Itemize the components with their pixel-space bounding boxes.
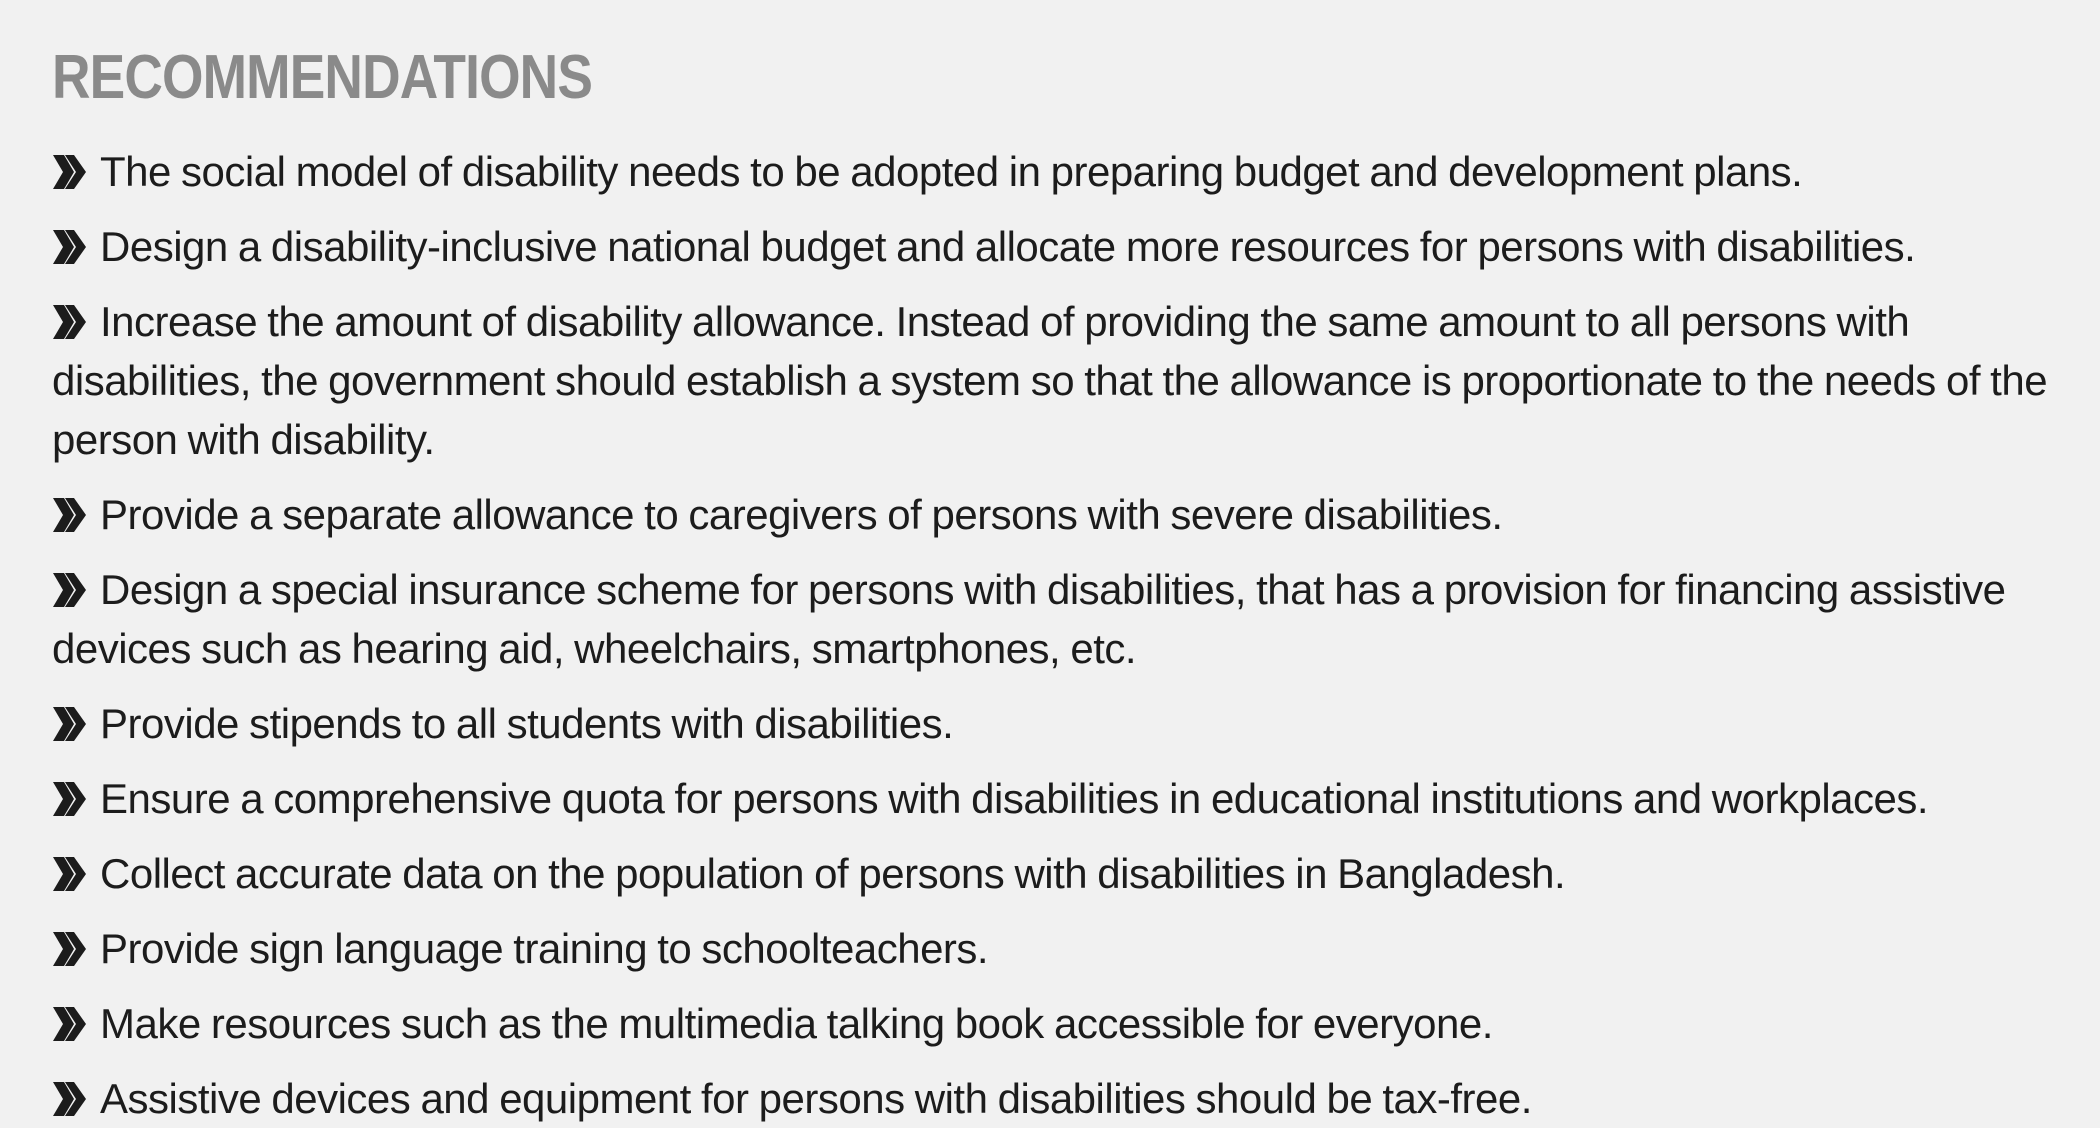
- recommendation-text: Make resources such as the multimedia talking book accessible for everyone.: [100, 1000, 1493, 1047]
- list-item: [52, 142, 2052, 201]
- recommendation-text: The social model of disability needs to be adopted in preparing budget and development plans.: [100, 148, 1803, 195]
- double-chevron-right-icon: [52, 705, 88, 743]
- double-chevron-right-icon: [52, 496, 88, 534]
- recommendation-text: Provide sign language training to schoolteachers.: [100, 925, 989, 972]
- recommendation-text: Ensure a comprehensive quota for persons with disabilities in educational institutions and workplaces.: [100, 775, 1929, 822]
- recommendation-text: Collect accurate data on the population of persons with disabilities in Bangladesh.: [100, 850, 1566, 897]
- list-item: [52, 694, 2052, 753]
- double-chevron-right-icon: [52, 780, 88, 818]
- recommendation-text: Design a special insurance scheme for persons with disabilities, that has a provision for financing assistive devices such as hearing aid, wheelchairs, smartphones, etc.: [52, 566, 2006, 672]
- recommendation-text: Assistive devices and equipment for persons with disabilities should be tax-free.: [100, 1075, 1532, 1122]
- list-item: [52, 994, 2052, 1053]
- list-item: [52, 292, 2052, 469]
- double-chevron-right-icon: [52, 303, 88, 341]
- list-item: [52, 844, 2052, 903]
- recommendation-text: Increase the amount of disability allowance. Instead of providing the same amount to all persons with disabilities, the government should establish a system so that the allowance is proportionate to the needs of the person with disability.: [52, 298, 2048, 463]
- list-item: [52, 919, 2052, 978]
- section-heading: RECOMMENDATIONS: [52, 43, 593, 112]
- double-chevron-right-icon: [52, 855, 88, 893]
- list-item: [52, 769, 2052, 828]
- list-item: [52, 1069, 2052, 1128]
- recommendation-text: Provide stipends to all students with disabilities.: [100, 700, 954, 747]
- double-chevron-right-icon: [52, 153, 88, 191]
- double-chevron-right-icon: [52, 930, 88, 968]
- list-item: [52, 485, 2052, 544]
- double-chevron-right-icon: [52, 228, 88, 266]
- list-item: [52, 560, 2052, 678]
- recommendations-list: [52, 142, 2052, 1128]
- double-chevron-right-icon: [52, 571, 88, 609]
- double-chevron-right-icon: [52, 1080, 88, 1118]
- double-chevron-right-icon: [52, 1005, 88, 1043]
- recommendation-text: Provide a separate allowance to caregivers of persons with severe disabilities.: [100, 491, 1503, 538]
- list-item: [52, 217, 2052, 276]
- recommendation-text: Design a disability-inclusive national budget and allocate more resources for persons with disabilities.: [100, 223, 1916, 270]
